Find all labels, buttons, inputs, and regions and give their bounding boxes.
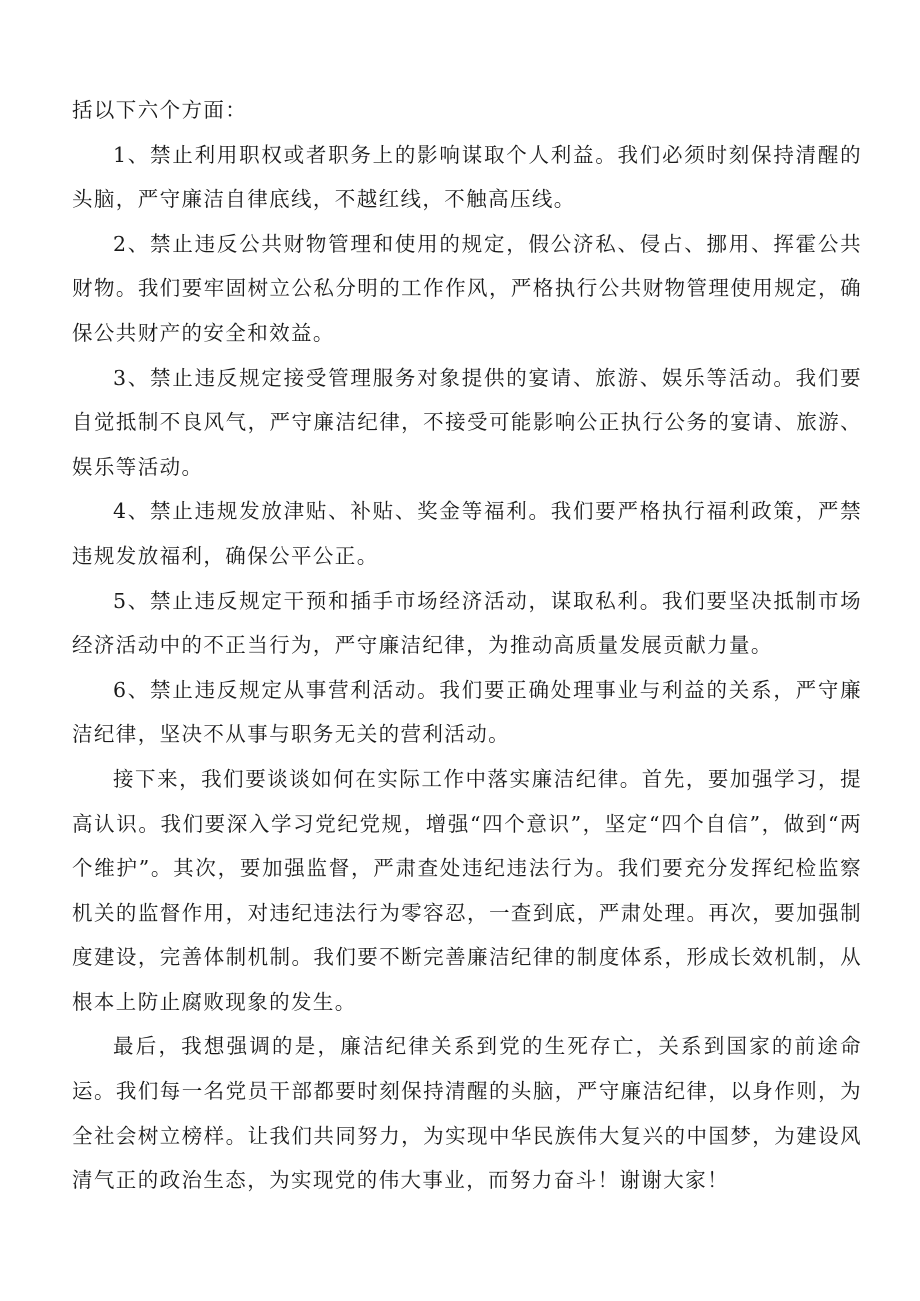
- paragraph-item-4: 4、禁止违规发放津贴、补贴、奖金等福利。我们要严格执行福利政策，严禁违规发放福利，确保公平公正。: [72, 499, 862, 568]
- paragraph-item-6: 6、禁止违反规定从事营利活动。我们要正确处理事业与利益的关系，严守廉洁纪律，坚决不从事与职务无关的营利活动。: [72, 677, 862, 747]
- paragraph-item-5: 5、禁止违反规定干预和插手市场经济活动，谋取私利。我们要坚决抵制市场经济活动中的不正当行为，严守廉洁纪律，为推动高质量发展贡献力量。: [72, 588, 862, 658]
- paragraph-intro: 括以下六个方面：: [72, 98, 248, 122]
- paragraph-item-3: 3、禁止违反规定接受管理服务对象提供的宴请、旅游、娱乐等活动。我们要自觉抵制不良风气，严守廉洁纪律，不接受可能影响公正执行公务的宴请、旅游、娱乐等活动。: [72, 365, 862, 479]
- document-body: [72, 88, 862, 1203]
- paragraph-item-1: 1、禁止利用职权或者职务上的影响谋取个人利益。我们必须时刻保持清醒的头脑，严守廉洁自律底线，不越红线，不触高压线。: [72, 142, 862, 212]
- paragraph-implementation: 接下来，我们要谈谈如何在实际工作中落实廉洁纪律。首先，要加强学习，提高认识。我们要深入学习党纪党规，增强“四个意识”，坚定“四个自信”，做到“两个维护”。其次，要加强监督，严肃查处违纪违法行为。我们要充分发挥纪检监察机关的监督作用，对违纪违法行为零容忍，一查到底，严肃处理。再次，要加强制度建设，完善体制机制。我们要不断完善廉洁纪律的制度体系，形成长效机制，从根本上防止腐败现象的发生。: [72, 766, 862, 1014]
- paragraph-conclusion: 最后，我想强调的是，廉洁纪律关系到党的生死存亡，关系到国家的前途命运。我们每一名党员干部都要时刻保持清醒的头脑，严守廉洁纪律，以身作则，为全社会树立榜样。让我们共同努力，为实现中华民族伟大复兴的中国梦，为建设风清气正的政治生态，为实现党的伟大事业，而努力奋斗！谢谢大家！: [72, 1034, 862, 1193]
- paragraph-item-2: 2、禁止违反公共财物管理和使用的规定，假公济私、侵占、挪用、挥霍公共财物。我们要牢固树立公私分明的工作作风，严格执行公共财物管理使用规定，确保公共财产的安全和效益。: [72, 231, 862, 345]
